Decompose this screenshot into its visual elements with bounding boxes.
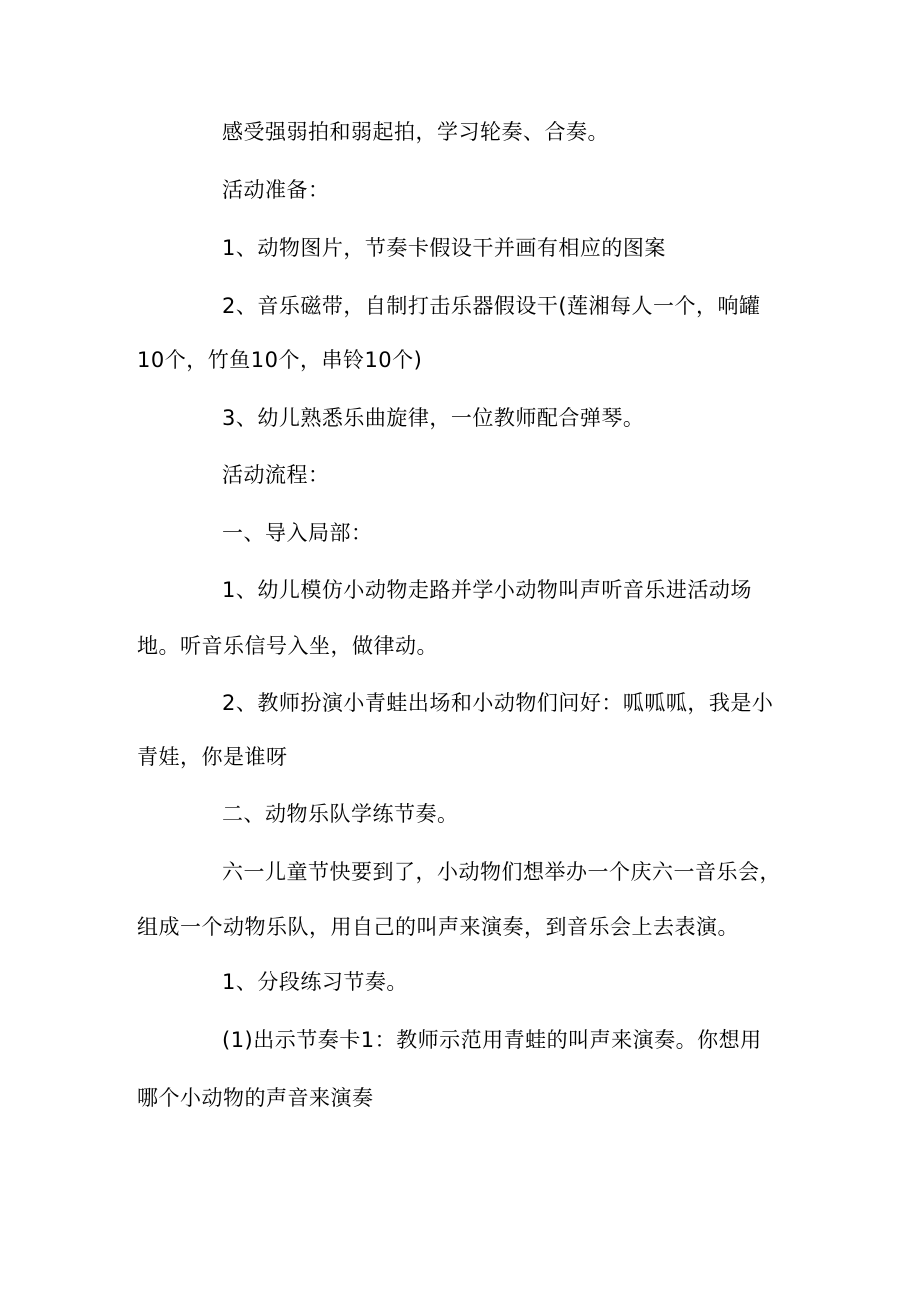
list-item-prep-1: 1、动物图片，节奏卡假设干并画有相应的图案 (222, 236, 666, 260)
subsection-heading-band: 二、动物乐队学练节奏。 (222, 802, 459, 826)
paragraph-band: 六一儿童节快要到了，小动物们想举办一个庆六一音乐会， (222, 860, 781, 884)
list-item-intro-1-continued: 地。听音乐信号入坐，做律动。 (137, 634, 438, 658)
paragraph-line-1: 感受强弱拍和弱起拍，学习轮奏、合奏。 (222, 120, 609, 144)
list-item-band-1: 1、分段练习节奏。 (222, 970, 408, 994)
list-item-prep-2-continued: 10个，竹鱼10个，串铃10个) (137, 348, 423, 372)
list-item-band-1a: (1)出示节奏卡1：教师示范用青蛙的叫声来演奏。你想用 (222, 1028, 762, 1052)
list-item-band-1a-continued: 哪个小动物的声音来演奏 (137, 1086, 374, 1110)
list-item-intro-2: 2、教师扮演小青蛙出场和小动物们问好：呱呱呱，我是小 (222, 691, 774, 715)
list-item-prep-3: 3、幼儿熟悉乐曲旋律，一位教师配合弹琴。 (222, 406, 645, 430)
list-item-intro-2-continued: 青娃，你是谁呀 (137, 745, 288, 769)
paragraph-band-continued: 组成一个动物乐队，用自己的叫声来演奏，到音乐会上去表演。 (137, 915, 739, 939)
list-item-intro-1: 1、幼儿模仿小动物走路并学小动物叫声听音乐进活动场 (222, 578, 752, 602)
subsection-heading-intro: 一、导入局部： (222, 521, 373, 545)
list-item-prep-2: 2、音乐磁带，自制打击乐器假设干(莲湘每人一个，响罐 (222, 294, 761, 318)
section-heading-process: 活动流程： (222, 463, 330, 487)
section-heading-preparation: 活动准备： (222, 178, 330, 202)
